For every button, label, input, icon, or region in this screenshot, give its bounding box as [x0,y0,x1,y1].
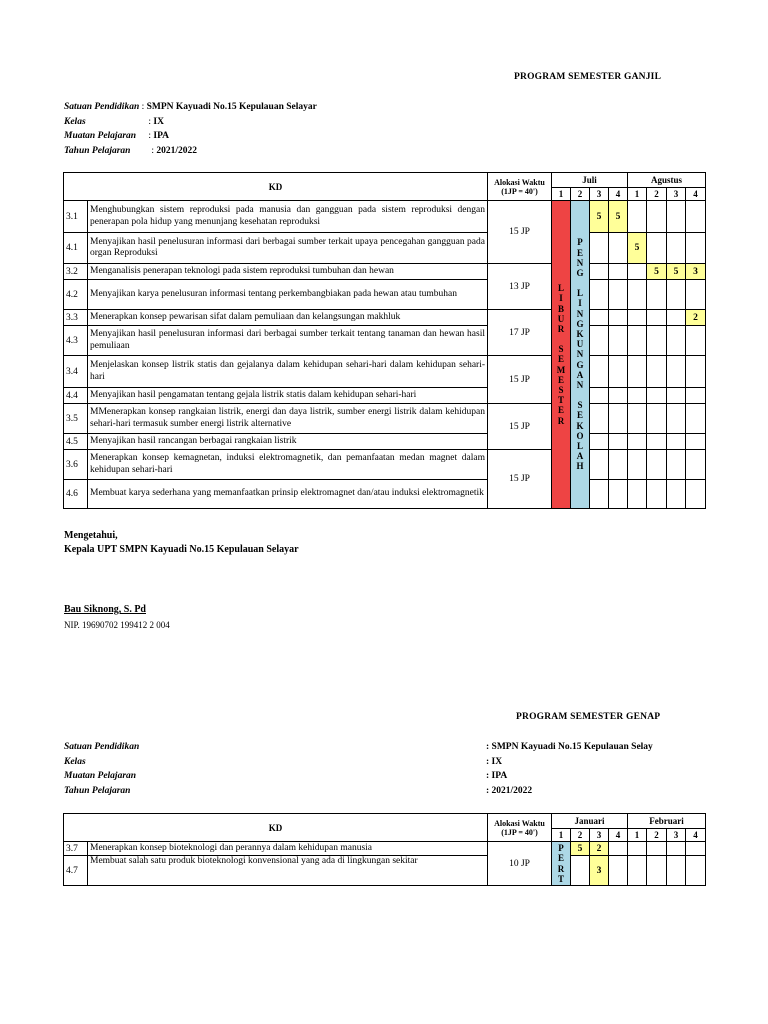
week-mark: 5 [647,264,667,280]
week-label: 2 [571,829,590,842]
week-label: 3 [590,829,609,842]
meta-label: Satuan Pendidikan [64,742,140,752]
week-label: 1 [628,188,647,201]
kd-number: 3.6 [64,450,88,480]
meta-row-muatan [64,129,317,144]
kd-text: Menerapkan konsep kemagnetan, induksi elektromagnetik, dan pemanfaatan medan magnet dalam kehidupan sehari-hari [88,450,488,480]
vertical-letter: E [557,354,564,365]
kd-number: 3.7 [64,842,88,856]
vertical-letter: B [557,303,564,314]
vertical-letter: S [577,400,583,411]
libur-text [552,283,570,426]
kd-number: 3.1 [64,201,88,233]
table-row [64,326,706,356]
week-label: 2 [571,188,590,201]
kd-text: MMenerapkan konsep rangkaian listrik, energi dan daya listrik, sumber energi listrik dalam kehidupan sehari-hari termasuk sumber energi listrik alternative [88,404,488,434]
pert-column [552,842,571,886]
kd-number: 3.5 [64,404,88,434]
month-februari: Februari [628,814,706,829]
month-januari: Januari [552,814,628,829]
alokasi-value: 17 JP [488,310,552,356]
week-mark: 3 [590,856,609,886]
genap-title: PROGRAM SEMESTER GENAP [516,712,661,722]
kepala-label: Kepala UPT SMPN Kayuadi No.15 Kepulauan Selayar [64,544,299,555]
peng-text [571,237,589,471]
ganjil-table [63,172,706,509]
kd-text: Menyajikan karya penelusuran informasi tentang perkembangbiakan pada hewan atau tumbuhan [88,280,488,310]
week-label: 4 [686,188,706,201]
meta-row-tahun [64,784,684,799]
table-row [64,856,706,886]
week-label: 4 [609,188,628,201]
vertical-letter: E [557,405,564,416]
vertical-letter: K [576,420,584,431]
vertical-letter: T [557,395,564,406]
kd-text: Menghubungkan sistem reproduksi pada manusia dan gangguan pada sistem reproduksi dengan penerapan pola hidup yang menunjang kesehatan reproduksi [88,201,488,233]
kd-text: Menerapkan konsep bioteknologi dan perannya dalam kehidupan manusia [88,842,488,856]
table-row [64,264,706,280]
vertical-letter: A [576,369,584,380]
vertical-letter: E [557,374,564,385]
vertical-letter: I [578,298,582,309]
vertical-letter: T [557,873,564,884]
genap-meta [64,740,684,798]
meta-row-tahun [64,144,317,159]
table-row [64,201,706,233]
table-row [64,233,706,264]
meta-row-satuan [64,740,684,755]
kd-number: 4.2 [64,280,88,310]
kd-number: 4.4 [64,388,88,404]
meta-value: : SMPN Kayuadi No.15 Kepulauan Selay [486,742,653,752]
pert-text [552,843,570,884]
month-agustus: Agustus [628,173,706,188]
ganjil-title: PROGRAM SEMESTER GANJIL [514,72,662,82]
table-row [64,356,706,388]
alokasi-value: 15 JP [488,450,552,509]
alokasi-header: Alokasi Waktu (1JP = 40') [488,814,552,842]
alokasi-header: Alokasi Waktu (1JP = 40') [488,173,552,201]
table-row [64,434,706,450]
week-mark: 2 [590,842,609,856]
kd-header: KD [64,814,488,842]
kd-number: 4.1 [64,233,88,264]
meta-value: IPA [153,131,170,141]
meta-row-kelas [64,115,317,130]
week-mark: 2 [686,310,706,326]
meta-value: : IX [486,756,503,767]
table-row [64,388,706,404]
vertical-letter: L [576,441,583,452]
kd-text: Menyajikan hasil penelusuran informasi dari berbagai sumber terkait tentang tanaman dan hewan hasil pemuliaan [88,326,488,356]
kd-text: Menganalisis penerapan teknologi pada sistem reproduksi tumbuhan dan hewan [88,264,488,280]
week-mark: 3 [686,264,706,280]
kd-text: Menerapkan konsep pewarisan sifat dalam pemuliaan dan kelangsungan makhluk [88,310,488,326]
meta-label: Muatan Pelajaran [64,771,137,781]
meta-value: : IPA [486,771,508,781]
table-row [64,310,706,326]
vertical-letter: A [576,451,584,462]
table-row [64,280,706,310]
vertical-letter: R [557,863,565,874]
kd-number: 3.4 [64,356,88,388]
vertical-letter: R [557,415,565,426]
kd-text: Menyajikan hasil pengamatan tentang gejala listrik statis dalam kehidupan sehari-hari [88,388,488,404]
week-label: 2 [647,188,667,201]
vertical-letter: P [577,237,583,248]
meta-label: Tahun Pelajaran [64,145,131,156]
meta-sep: : [146,116,154,127]
week-label: 1 [628,829,647,842]
vertical-letter: N [576,380,584,390]
week-label: 1 [552,829,571,842]
kd-number: 4.5 [64,434,88,450]
week-mark: 5 [667,264,686,280]
vertical-letter: K [576,328,584,339]
alokasi-value: 15 JP [488,201,552,264]
vertical-letter: S [558,385,564,395]
vertical-letter: N [576,308,584,319]
vertical-letter: M [556,364,566,375]
vertical-letter: E [576,247,583,258]
vertical-letter: I [559,293,563,304]
kd-text: Menjelaskan konsep listrik statis dan gejalanya dalam kehidupan sehari-hari dalam kehidupan sehari-hari [88,356,488,388]
meta-label: Tahun Pelajaran [64,785,131,796]
week-mark: 5 [628,233,647,264]
alokasi-value: 15 JP [488,356,552,404]
meta-label: Kelas [64,116,86,127]
vertical-letter: U [576,339,584,350]
meta-value: 2021/2022 [156,145,198,156]
vertical-letter: O [576,430,584,441]
meta-value: SMPN Kayuadi No.15 Kepulauan Selayar [146,102,317,112]
table-row [64,404,706,434]
vertical-letter: L [557,283,564,294]
meta-row-satuan [64,100,317,115]
vertical-letter: G [576,359,584,370]
signer-name: Bau Siknong, S. Pd [64,604,146,615]
signer-nip: NIP. 19690702 199412 2 004 [64,620,170,630]
vertical-letter: L [576,288,583,299]
vertical-letter: E [557,853,564,864]
kd-text: Menyajikan hasil rancangan berbagai rangkaian listrik [88,434,488,450]
meta-sep: : [146,131,154,141]
genap-table [63,813,706,886]
alokasi-value: 10 JP [488,842,552,886]
kd-number: 3.3 [64,310,88,326]
meta-row-muatan [64,769,684,784]
kd-number: 4.3 [64,326,88,356]
pengenalan-lingkungan-column [571,201,590,509]
vertical-letter: S [558,344,564,355]
week-mark: 5 [571,842,590,856]
vertical-letter: N [576,349,584,360]
week-label: 3 [590,188,609,201]
kd-header: KD [64,173,488,201]
meta-label: Muatan Pelajaran [64,131,137,141]
kd-number: 3.2 [64,264,88,280]
vertical-letter: U [557,313,565,324]
week-label: 1 [552,188,571,201]
table-row [64,480,706,509]
meta-row-kelas [64,755,684,770]
vertical-letter: G [576,318,584,329]
kd-text: Membuat salah satu produk bioteknologi konvensional yang ada di lingkungan sekitar [88,856,488,886]
alokasi-value: 15 JP [488,404,552,450]
meta-sep: : [149,145,157,156]
ganjil-meta [64,100,317,158]
week-label: 4 [609,829,628,842]
libur-semester-column [552,201,571,509]
week-label: 2 [647,829,667,842]
month-juli: Juli [552,173,628,188]
meta-value: : 2021/2022 [486,785,533,796]
week-mark: 5 [609,201,628,233]
meta-label: Kelas [64,756,86,767]
vertical-letter: H [576,461,584,472]
vertical-letter: R [557,323,565,334]
meta-sep: : [139,102,147,112]
vertical-letter: P [558,843,564,854]
vertical-letter: N [576,257,584,268]
kd-number: 4.6 [64,480,88,509]
alokasi-value: 13 JP [488,264,552,310]
kd-number: 4.7 [64,856,88,886]
kd-text: Membuat karya sederhana yang memanfaatkan prinsip elektromagnet dan/atau induksi elektromagnetik [88,480,488,509]
table-row [64,450,706,480]
vertical-letter: G [576,267,584,278]
kd-text: Menyajikan hasil penelusuran informasi dari berbagai sumber terkait upaya pencegahan gangguan pada organ Reproduksi [88,233,488,264]
week-mark: 5 [590,201,609,233]
mengetahui-label: Mengetahui, [64,530,118,541]
week-label: 3 [667,829,686,842]
meta-label: Satuan Pendidikan [64,102,140,112]
meta-value: IX [153,116,164,127]
week-label: 4 [686,829,706,842]
vertical-letter: E [576,410,583,421]
table-row [64,842,706,856]
week-label: 3 [667,188,686,201]
